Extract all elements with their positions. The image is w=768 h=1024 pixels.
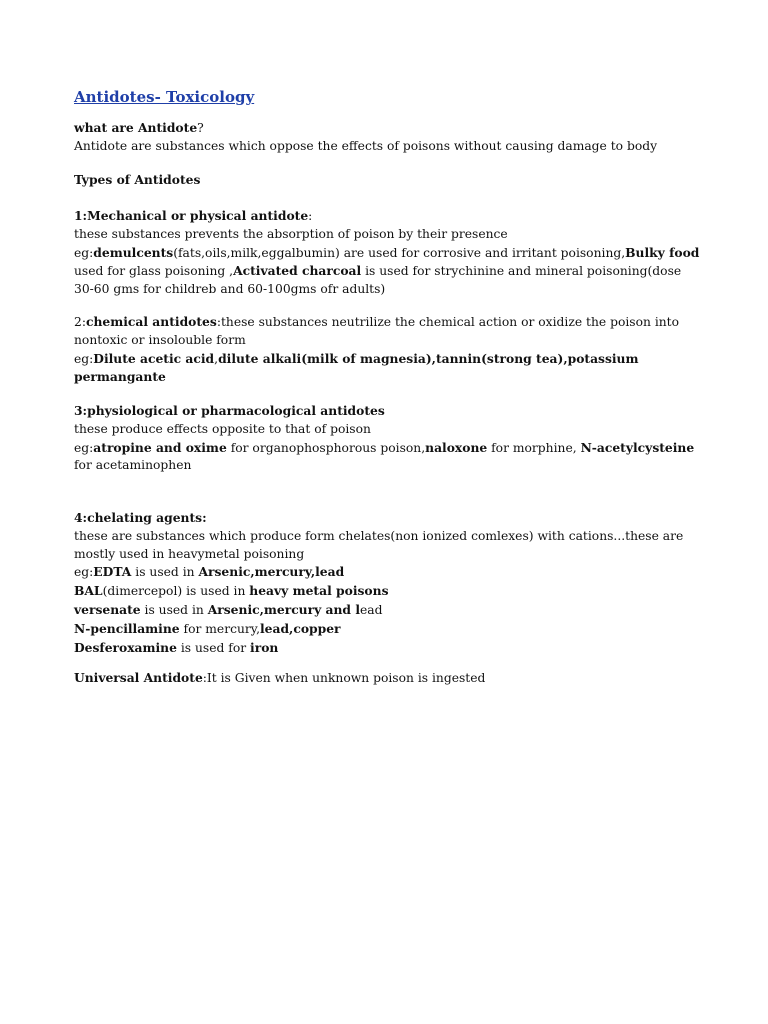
phys-l2-a: eg:: [74, 440, 94, 455]
types-heading: [74, 171, 714, 190]
chelating-example-3: [74, 601, 714, 620]
chel-e1-b: EDTA: [93, 564, 132, 580]
mech-l2-d: Bulky food: [625, 244, 700, 260]
mechanical-line-2: [74, 244, 714, 263]
intro-question-bold: what are Antidote: [74, 120, 198, 135]
chemical-line-1: [74, 313, 714, 332]
chemical-line-4: [74, 368, 714, 387]
chemical-section: [74, 313, 714, 387]
chel-e5-a: Desferoxamine: [74, 639, 177, 655]
universal-line: [74, 669, 714, 688]
chel-e4-a: N-pencillamine: [74, 620, 180, 636]
mechanical-line-1: these substances prevents the absorption of poison by their presence: [74, 226, 508, 241]
chem-l4: permangante: [74, 369, 166, 385]
intro-section: [74, 119, 714, 156]
chemical-line-3: [74, 350, 714, 369]
phys-l2-b: atropine and oxime: [93, 439, 227, 455]
physiological-heading: [74, 402, 714, 421]
mechanical-section: [74, 207, 714, 299]
mech-l3-b: Activated charcoal: [233, 263, 362, 279]
phys-l2-d: naloxone: [425, 439, 488, 455]
physiological-line-2: [74, 439, 714, 458]
mechanical-heading-bold: 1:Mechanical or physical antidote: [74, 208, 309, 223]
mechanical-line-4: 30-60 gms for childreb and 60-100gms ofr adults): [74, 282, 386, 297]
mech-l2-c: (fats,oils,milk,eggalbumin) are used for corrosive and irritant poisoning,: [173, 245, 626, 260]
chel-e1-c: is used in: [131, 565, 199, 580]
chem-l1-rest: :these substances neutrilize the chemical action or oxidize the poison into: [216, 315, 680, 329]
chem-l3-c: ,: [214, 351, 219, 366]
physiological-line-3: for acetaminophen: [74, 458, 192, 473]
chel-e2-a: BAL: [74, 583, 103, 599]
universal-rest: :It is Given when unknown poison is ingested: [202, 671, 486, 685]
chel-heading: 4:chelating agents:: [74, 510, 207, 525]
chel-e5-c: iron: [250, 639, 279, 655]
chel-e3-a: versenate: [74, 601, 141, 617]
chel-e3-d: ead: [360, 602, 383, 617]
phys-l2-e: for morphine,: [487, 440, 581, 455]
chemical-line-2: nontoxic or insolouble form: [74, 332, 246, 347]
chem-num: 2:: [74, 315, 86, 329]
phys-heading: 3:physiological or pharmacological antidotes: [74, 403, 385, 418]
chel-e1-d: Arsenic,mercury,lead: [198, 564, 345, 580]
intro-question-end: ?: [197, 121, 204, 135]
mechanical-line-3: [74, 262, 714, 281]
chem-l3-a: eg:: [74, 351, 94, 366]
mechanical-heading: [74, 207, 714, 226]
phys-l2-f: N-acetylcysteine: [580, 439, 695, 455]
mech-l3-a: used for glass poisoning ,: [74, 264, 234, 279]
intro-question: [74, 119, 714, 138]
chelating-heading: [74, 509, 714, 528]
chel-e1-a: eg:: [74, 565, 94, 580]
chem-heading: chemical antidotes: [85, 314, 217, 329]
chelating-example-4: [74, 620, 714, 639]
chelating-example-5: [74, 639, 714, 658]
mechanical-heading-end: :: [308, 209, 313, 223]
chelating-line-2: mostly used in heavymetal poisoning: [74, 546, 305, 561]
physiological-line-1: these produce effects opposite to that of poison: [74, 421, 371, 436]
universal-section: [74, 669, 714, 688]
chel-e5-b: is used for: [176, 640, 251, 655]
chelating-example-1: [74, 563, 714, 582]
chel-e2-c: heavy metal poisons: [249, 583, 389, 599]
chelating-section: [74, 509, 714, 657]
chelating-line-1: these are substances which produce form chelates(non ionized comlexes) with cations...these are: [74, 528, 684, 543]
mech-l2-b: demulcents: [93, 244, 174, 260]
types-heading-text: Types of Antidotes: [74, 172, 201, 187]
chem-l3-b: Dilute acetic acid: [93, 350, 215, 366]
intro-definition: Antidote are substances which oppose the effects of poisons without causing damage to body: [74, 138, 658, 153]
chel-e2-b: (dimercepol) is used in: [102, 584, 250, 599]
chelating-example-2: [74, 582, 714, 601]
phys-l2-c: for organophosphorous poison,: [226, 440, 426, 455]
mech-l3-c: is used for strychinine and mineral poisoning(dose: [361, 264, 682, 279]
universal-heading: Universal Antidote: [74, 670, 203, 685]
page-title: Antidotes- Toxicology: [74, 88, 255, 106]
physiological-section: [74, 402, 714, 475]
chel-e4-c: lead,copper: [260, 620, 341, 636]
chem-l3-d: dilute alkali(milk of magnesia),tannin(strong tea),potassium: [218, 350, 639, 366]
chel-e3-b: is used in: [140, 602, 208, 617]
chel-e4-b: for mercury,: [179, 621, 260, 636]
chel-e3-c: Arsenic,mercury and l: [207, 601, 360, 617]
mech-l2-a: eg:: [74, 245, 94, 260]
